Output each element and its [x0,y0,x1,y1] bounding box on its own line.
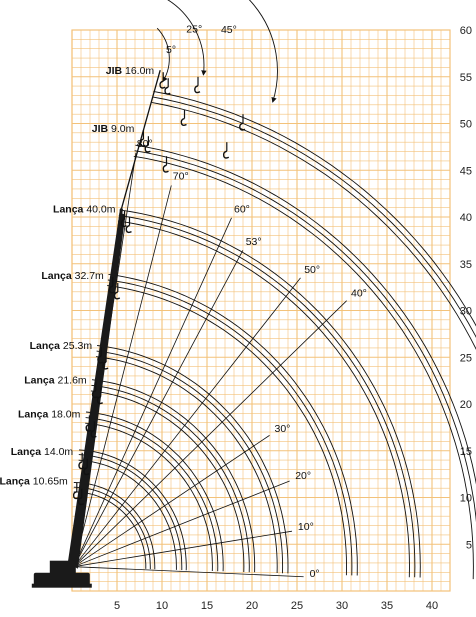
boom-length-label [24,375,87,387]
hook-tip [224,151,229,158]
y-tick-label: 35 [459,258,472,271]
jib-offset-label: 45° [220,24,237,37]
y-axis-ticks [460,25,472,551]
boom-label-length: 14.0m [44,445,74,458]
boom-label-type: Lança [24,374,58,387]
angle-label: 20° [295,469,312,482]
hook-tip [181,119,186,126]
hook-icon [160,72,165,88]
boom-label-type: Lança [10,445,45,458]
x-tick-label: 10 [155,600,169,612]
hook-tip [160,81,165,88]
x-axis-ticks [114,600,438,612]
y-tick-label: 50 [459,118,472,131]
boom-label-type: Lança [53,203,87,216]
jib-offset-label: 5° [166,43,177,56]
hook-tip [195,86,200,93]
x-tick-label: 5 [113,600,121,612]
boom-label-length: 21.6m [57,374,87,387]
y-tick-label: 25 [459,352,472,365]
boom-label-length: 10.65m [32,475,68,488]
y-tick-label: 40 [459,212,472,224]
boom-label-type: Lança [0,475,33,488]
angle-label: 0° [309,567,320,580]
boom-label-type: JIB [105,65,126,78]
y-tick-label: 60 [459,25,472,37]
x-tick-label: 30 [335,600,349,612]
boom-label-length: 25.3m [62,340,93,353]
hook-icon [126,217,131,233]
x-tick-label: 15 [200,600,214,612]
angle-label: 60° [234,203,250,216]
angle-label: 30° [274,423,291,436]
angle-label: 50° [304,264,321,277]
boom-length-label [0,476,68,488]
range-arc [153,97,476,581]
hook-icon [224,142,229,158]
boom-label-length: 9.0m [111,123,135,136]
angle-label: 40° [351,287,367,300]
boom-label-length: 32.7m [74,269,104,282]
hook-icon [181,110,186,126]
boom-length-label [30,340,93,352]
outrigger [32,584,92,588]
jib-offset-arcs [157,0,277,102]
range-arc [152,102,476,580]
boom-label-type: Lança [41,269,75,282]
boom-label-type: JIB [91,123,112,136]
y-tick-label: 20 [459,399,472,411]
boom-length-label [53,204,116,216]
angle-label: 70° [172,170,189,183]
boom-label-type: Lança [17,408,52,421]
y-tick-label: 10 [459,492,472,505]
range-arc [92,380,255,573]
hook-tip [163,165,168,172]
boom-label-length: 16.0m [125,65,155,78]
boom-label-length: 18.0m [51,408,81,421]
crane-cab [50,561,76,574]
boom-label-type: Lança [29,340,63,353]
y-tick-label: 45 [459,165,472,178]
boom-length-label [106,65,155,77]
boom-length-label [11,446,74,458]
jib-offset-label: 25° [186,23,203,36]
y-tick-label: 15 [459,445,472,458]
boom-length-label [18,408,81,420]
range-arc [91,391,244,572]
boom-length-label [41,270,104,282]
x-tick-label: 20 [245,600,259,612]
y-tick-label: 30 [459,305,472,318]
hook-tip [165,87,170,94]
y-tick-label: 55 [459,71,472,84]
x-tick-label: 25 [290,600,304,612]
y-tick-label: 5 [465,539,472,552]
x-tick-label: 40 [425,600,439,612]
grid [72,30,450,591]
angle-label: 10° [297,521,314,534]
angle-label: 53° [245,236,262,249]
range-arc [119,215,415,577]
hook-icon [195,77,200,93]
boom-label-length: 40.0m [86,203,116,216]
x-tick-label: 35 [380,600,394,612]
hook-icon [163,156,168,172]
boom-labels [0,65,154,487]
angle-label: 80° [136,137,153,150]
boom-length-label [92,123,135,135]
